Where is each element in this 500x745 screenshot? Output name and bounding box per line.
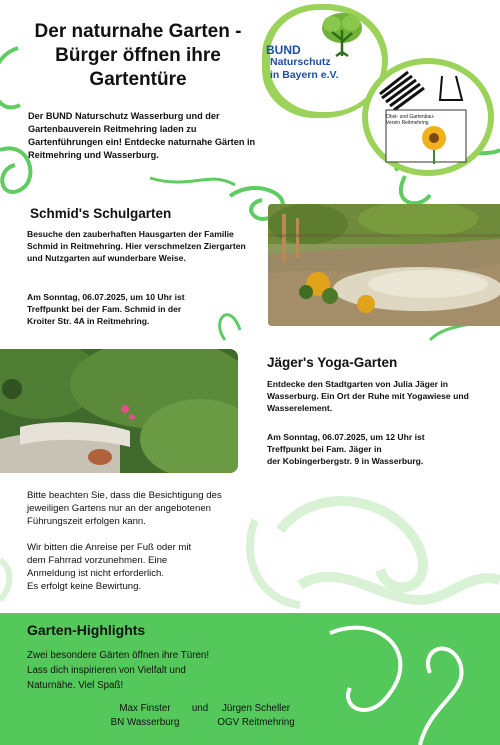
notice-line-4: Es erfolgt keine Bewirtung. <box>27 581 142 592</box>
bund-logo-line-2: Naturschutz <box>270 56 331 68</box>
garden1-when-line-1: Am Sonntag, 06.07.2025, um 10 Uhr ist <box>27 292 185 302</box>
schulgarten-photo <box>268 204 500 326</box>
title-line-3: Gartentüre <box>89 69 187 90</box>
page-title <box>18 20 258 92</box>
garden2-heading: Jäger's Yoga-Garten <box>267 355 398 370</box>
highlights-line-1: Zwei besondere Gärten öffnen ihre Türen! <box>27 650 210 661</box>
title-line-1: Der naturnahe Garten - <box>34 21 242 42</box>
notice-line-1: Wir bitten die Anreise per Fuß oder mit <box>27 542 192 553</box>
garden2-schedule <box>267 431 492 467</box>
garden1-when-line-3: Kroiter Str. 4A in Reitmehring. <box>27 316 150 326</box>
yoga-garden-photo <box>0 349 238 473</box>
notice-line-3: Anmeldung ist nicht erforderlich. <box>27 568 165 579</box>
bund-logo-line-3: in Bayern e.V. <box>270 69 339 81</box>
signature-1-org: BN Wasserburg <box>110 717 180 728</box>
garden2-when-line-2: Treffpunkt bei Fam. Jäger in <box>267 444 382 454</box>
notice-paragraph-1: Bitte beachten Sie, dass die Besichtigung des jeweiligen Gartens nur an der angebotenen Führungszeit erfolgen kann. <box>27 490 222 527</box>
garden1-when-line-2: Treffpunkt bei der Fam. Schmid in der <box>27 304 182 314</box>
garden1-description: Besuche den zauberhaften Hausgarten der Familie Schmid in Reitmehring. Hier verschmelzen Ziergarten und Nutzgarten auf wunderbare Weise. <box>27 229 246 263</box>
band-swirl-decoration <box>300 613 500 745</box>
signature-2-name: Jürgen Scheller <box>221 703 291 714</box>
highlights-line-3: Naturnähe. Viel Spaß! <box>27 680 124 691</box>
garden2-when-line-3: der Kobingerbergstr. 9 in Wasserburg. <box>267 456 424 466</box>
signature-1 <box>100 702 190 730</box>
garden2-description: Entdecke den Stadtgarten von Julia Jäger in Wasserburg. Ein Ort der Ruhe mit Yogawiese und Wasserelement. <box>267 379 469 413</box>
signature-2 <box>206 702 306 730</box>
title-line-2: Bürger öffnen ihre <box>55 45 221 66</box>
signature-and: und <box>191 703 209 714</box>
bund-logo-subtitle <box>270 56 338 82</box>
highlights-line-2: Lass dich inspirieren von Vielfalt und <box>27 665 186 676</box>
highlights-text <box>27 648 287 693</box>
signature-2-org: OGV Reitmehring <box>217 717 295 728</box>
notice-line-2: dem Fahrrad vorzunehmen. Eine <box>27 555 168 566</box>
intro-text: Der BUND Naturschutz Wasserburg und der Gartenbauverein Reitmehring laden zu Gartenführungen ein! Entdecke naturnahe Gärten in Reitmehring und Wasserburg. <box>28 111 256 160</box>
visitor-notice <box>27 489 257 593</box>
garden2-when-line-1: Am Sonntag, 06.07.2025, um 12 Uhr ist <box>267 432 425 442</box>
highlights-heading: Garten-Highlights <box>27 622 146 638</box>
garden1-heading: Schmid's Schulgarten <box>30 206 172 221</box>
garden1-schedule <box>27 291 267 327</box>
tree-icon <box>318 12 366 58</box>
notice-paragraph-2 <box>27 541 257 593</box>
signature-1-name: Max Finster <box>119 703 171 714</box>
ogv-logo-text: Obst- und Gartenbau- Verein Reitmehring <box>386 114 435 126</box>
bund-logo-title: BUND <box>266 43 301 57</box>
